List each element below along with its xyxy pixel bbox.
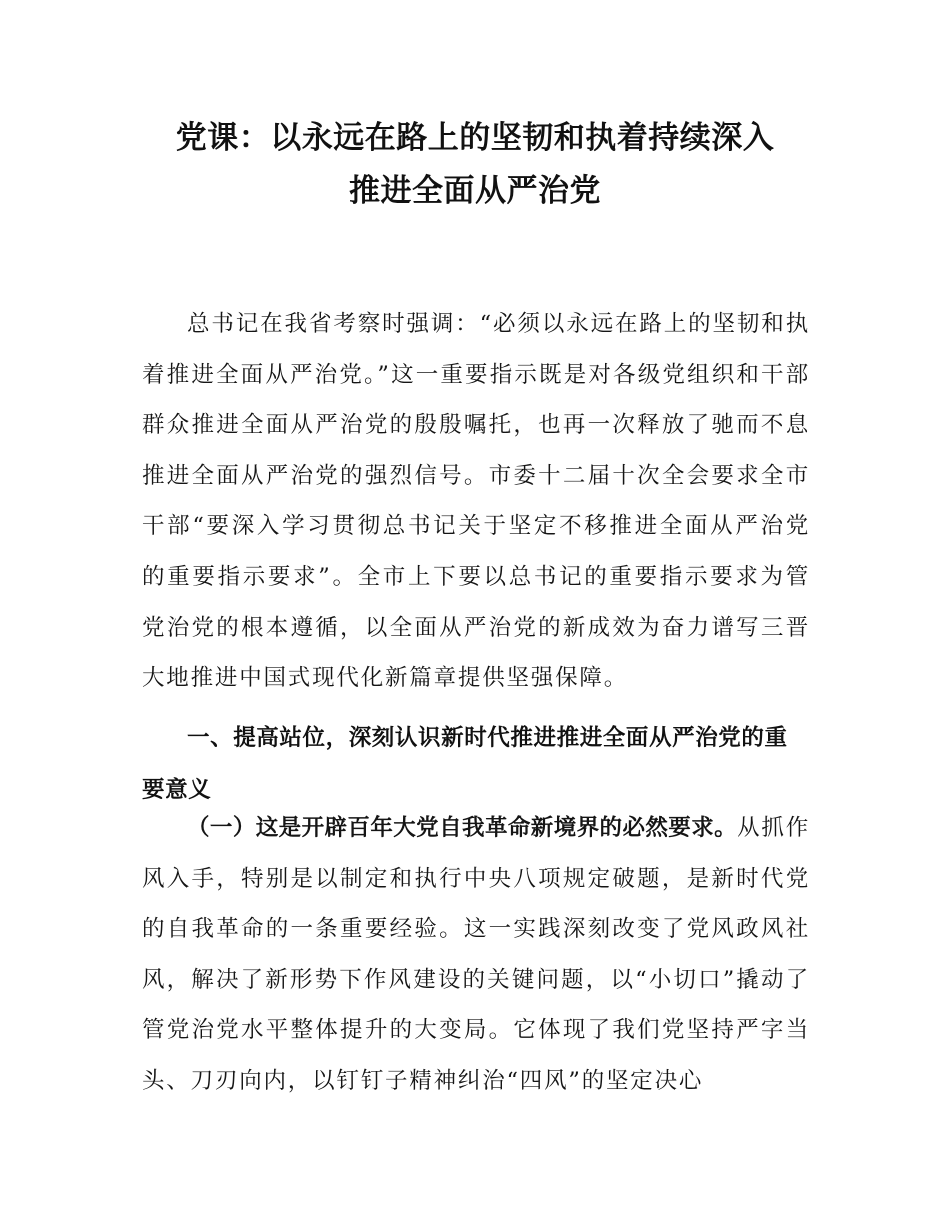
- section-heading-1: 一、提高站位，深刻认识新时代推进推进全面从严治党的重要意义: [142, 725, 788, 803]
- title-line-2: 推进全面从严治党: [349, 173, 601, 209]
- subsection-1-text: 从抓作风入手，特别是以制定和执行中央八项规定破题，是新时代党的自我革命的一条重要经验。这一实践深刻改变了党风政风社风，解决了新形势下作风建设的关键问题，以“小切口”撬动了管党治党水平整体提升的大变局。它体现了我们党坚持严字当头、刀刃向内，以钉钉子精神纠治“四风”的坚定决心: [142, 815, 811, 1094]
- document-title: [110, 112, 840, 218]
- intro-paragraph: 总书记在我省考察时强调：“必须以永远在路上的坚韧和执着推进全面从严治党。”这一重要指示既是对各级党组织和干部群众推进全面从严治党的殷殷嘱托，也再一次释放了驰而不息推进全面从严治党的强烈信号。市委十二届十次全会要求全市干部“要深入学习贯彻总书记关于坚定不移推进全面从严治党的重要指示要求”。全市上下要以总书记的重要指示要求为管党治党的根本遵循，以全面从严治党的新成效为奋力谱写三晋大地推进中国式现代化新篇章提供坚强保障。: [142, 311, 810, 692]
- section-1-paragraph-1: [142, 803, 810, 1107]
- title-line-1: 党课：以永远在路上的坚韧和执着持续深入: [175, 120, 775, 156]
- subsection-heading-1: （一）这是开辟百年大党自我革命新境界的必然要求。: [187, 815, 738, 841]
